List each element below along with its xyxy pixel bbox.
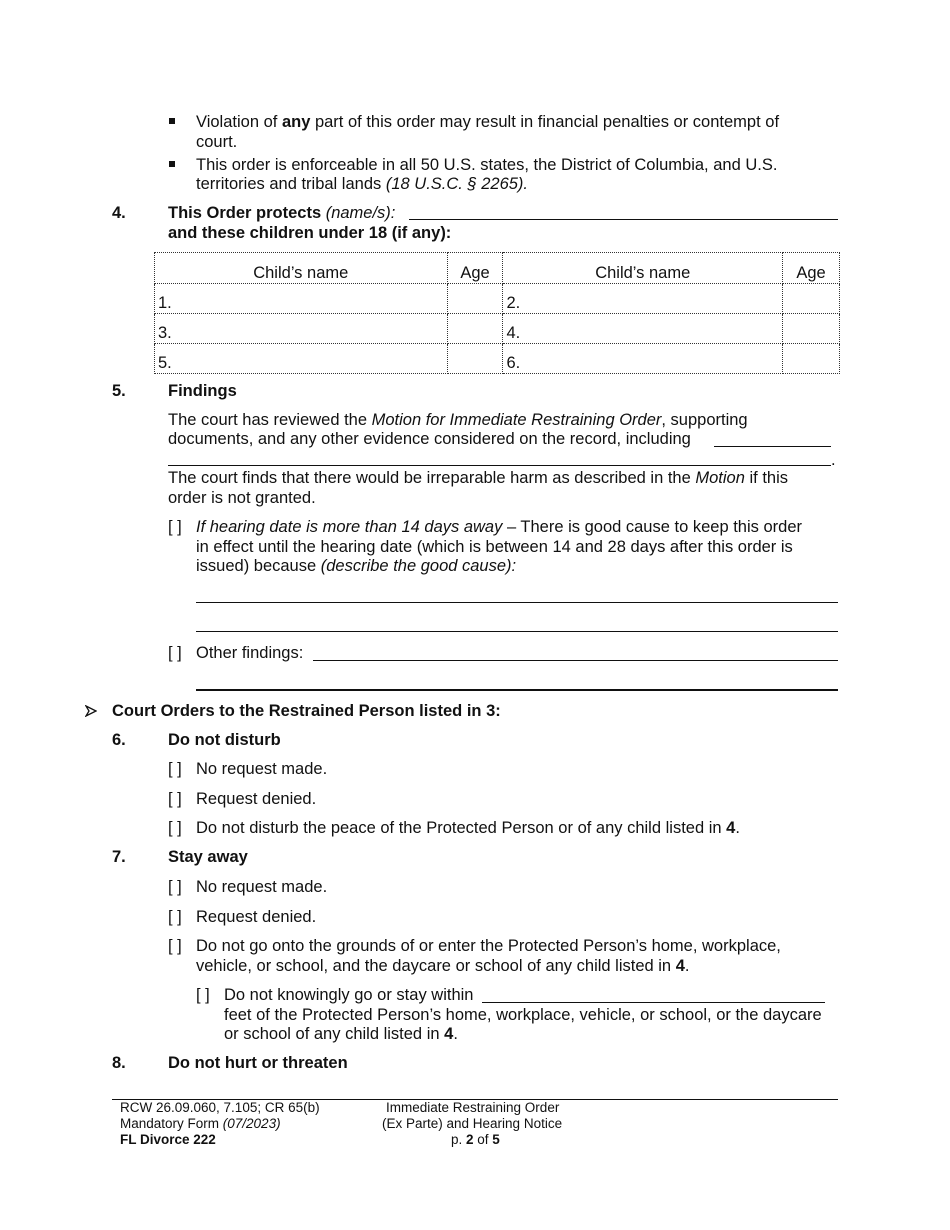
evidence-field-inline[interactable] xyxy=(714,446,831,447)
child-name-cell[interactable]: 4. xyxy=(503,314,783,344)
option-text: . xyxy=(453,1025,458,1043)
other-findings-label: Other findings: xyxy=(196,644,304,662)
good-cause-text: issued) because xyxy=(196,557,321,575)
option-do-not-disturb xyxy=(196,818,740,838)
bullet-violation xyxy=(196,112,779,132)
section-ref: 4 xyxy=(444,1025,454,1043)
table-row xyxy=(155,284,840,314)
checkbox-no-request[interactable]: [ ] xyxy=(168,760,182,778)
option-request-denied: Request denied. xyxy=(196,790,317,808)
motion-title: Motion for Immediate Restraining Order xyxy=(371,411,662,429)
option-no-request: No request made. xyxy=(196,760,328,778)
option-stay-away-line2 xyxy=(196,956,689,976)
bullet-marker xyxy=(169,161,175,167)
bullet-emphasis: any xyxy=(281,113,311,131)
bullet-text: Violation of xyxy=(196,113,282,131)
good-cause-text: – There is good cause to keep this order xyxy=(502,518,802,536)
header-child-name: Child’s name xyxy=(503,253,783,284)
statute-citation: (18 U.S.C. § 2265). xyxy=(385,175,528,193)
footer-date: (07/2023) xyxy=(222,1116,281,1131)
footer-statute: RCW 26.09.060, 7.105; CR 65(b) xyxy=(120,1100,320,1115)
section-4-number: 4. xyxy=(112,204,126,222)
findings-paragraph-line3 xyxy=(168,468,788,488)
good-cause-field-1[interactable] xyxy=(196,602,838,603)
good-cause-field-2[interactable] xyxy=(196,631,838,632)
protected-names-field[interactable] xyxy=(409,219,838,220)
option-no-request: No request made. xyxy=(196,878,328,896)
footer-text: Mandatory Form xyxy=(120,1116,223,1131)
total-pages: 5 xyxy=(492,1132,500,1147)
section-6-number: 6. xyxy=(112,731,126,749)
checkbox-stay-away[interactable]: [ ] xyxy=(168,937,182,955)
bullet-text: part of this order may result in financial penalties or contempt of xyxy=(310,113,780,131)
bullet-enforceable: This order is enforceable in all 50 U.S. states, the District of Columbia, and U.S. xyxy=(196,156,778,174)
checkbox-distance[interactable]: [ ] xyxy=(196,986,210,1004)
child-age-cell[interactable] xyxy=(783,284,840,314)
bullet-marker xyxy=(169,118,175,124)
bullet-violation-line2: court. xyxy=(196,133,238,151)
child-age-cell[interactable] xyxy=(783,314,840,344)
distance-line1: Do not knowingly go or stay within xyxy=(224,986,474,1004)
child-name-cell[interactable]: 2. xyxy=(503,284,783,314)
evidence-field-line[interactable] xyxy=(168,465,831,466)
section-title: This Order protects xyxy=(168,204,322,222)
motion-ref: Motion xyxy=(695,469,745,487)
option-text: . xyxy=(684,957,690,975)
child-age-cell[interactable] xyxy=(447,314,503,344)
child-age-cell[interactable] xyxy=(447,344,503,374)
option-stay-away-line1: Do not go onto the grounds of or enter the Protected Person’s home, workplace, xyxy=(196,937,781,955)
child-name-cell[interactable]: 6. xyxy=(503,344,783,374)
section-7-number: 7. xyxy=(112,848,126,866)
other-findings-field-1[interactable] xyxy=(313,660,838,661)
good-cause-line2: in effect until the hearing date (which is between 14 and 28 days after this order is xyxy=(196,538,793,556)
evidence-field-period: . xyxy=(831,451,836,469)
option-request-denied: Request denied. xyxy=(196,908,317,926)
good-cause-condition: If hearing date is more than 14 days away xyxy=(196,518,503,536)
findings-paragraph-line2: documents, and any other evidence considered on the record, including xyxy=(168,430,691,448)
section-ref: 4 xyxy=(675,957,685,975)
orders-heading: Court Orders to the Restrained Person listed in 3: xyxy=(112,702,501,720)
child-age-cell[interactable] xyxy=(447,284,503,314)
findings-text: if this xyxy=(744,469,789,487)
section-6-title: Do not disturb xyxy=(168,731,281,749)
other-findings-field-2[interactable] xyxy=(196,689,838,691)
footer-text: of xyxy=(473,1132,493,1147)
child-name-cell[interactable]: 5. xyxy=(155,344,448,374)
findings-text: The court finds that there would be irreparable harm as described in the xyxy=(168,469,696,487)
table-header-row xyxy=(155,253,840,284)
child-name-cell[interactable]: 3. xyxy=(155,314,448,344)
section-5-number: 5. xyxy=(112,382,126,400)
footer-text: p. xyxy=(451,1132,467,1147)
names-hint: (name/s): xyxy=(321,204,396,222)
findings-text: , supporting xyxy=(661,411,748,429)
distance-line3 xyxy=(224,1024,458,1044)
option-text: Do not disturb the peace of the Protected Person or of any child listed in xyxy=(196,819,727,837)
good-cause-hint: (describe the good cause): xyxy=(320,557,517,575)
checkbox-no-request[interactable]: [ ] xyxy=(168,878,182,896)
section-5-title: Findings xyxy=(168,382,237,400)
checkbox-request-denied[interactable]: [ ] xyxy=(168,908,182,926)
footer-page-number xyxy=(451,1132,500,1148)
checkbox-request-denied[interactable]: [ ] xyxy=(168,790,182,808)
header-age: Age xyxy=(783,253,840,284)
table-row xyxy=(155,314,840,344)
checkbox-do-not-disturb[interactable]: [ ] xyxy=(168,819,182,837)
section-7-title: Stay away xyxy=(168,848,248,866)
good-cause-line3 xyxy=(196,556,516,576)
checkbox-good-cause[interactable]: [ ] xyxy=(168,518,182,536)
section-ref: 4 xyxy=(726,819,736,837)
child-name-cell[interactable]: 1. xyxy=(155,284,448,314)
findings-paragraph-line4: order is not granted. xyxy=(168,489,316,507)
footer-form-version xyxy=(120,1116,281,1132)
footer-form-id: FL Divorce 222 xyxy=(120,1132,216,1147)
table-row xyxy=(155,344,840,374)
children-line: and these children under 18 (if any): xyxy=(168,224,452,242)
current-page: 2 xyxy=(466,1132,474,1147)
section-4-title xyxy=(168,203,395,223)
footer-doc-subtitle: (Ex Parte) and Hearing Notice xyxy=(382,1116,563,1131)
checkbox-other-findings[interactable]: [ ] xyxy=(168,644,182,662)
arrow-bullet-icon xyxy=(85,705,97,717)
children-table xyxy=(154,252,840,374)
option-text: or school of any child listed in xyxy=(224,1025,445,1043)
section-8-title: Do not hurt or threaten xyxy=(168,1054,348,1072)
section-8-number: 8. xyxy=(112,1054,126,1072)
child-age-cell[interactable] xyxy=(783,344,840,374)
header-age: Age xyxy=(447,253,503,284)
findings-text: The court has reviewed the xyxy=(168,411,372,429)
footer-doc-title: Immediate Restraining Order xyxy=(386,1100,560,1115)
distance-feet-field[interactable] xyxy=(482,1002,825,1003)
findings-paragraph-line1 xyxy=(168,410,748,430)
bullet-enforceable-line2 xyxy=(196,174,528,194)
good-cause-line1 xyxy=(196,517,802,537)
bullet-text: territories and tribal lands xyxy=(196,175,386,193)
distance-line2: feet of the Protected Person’s home, workplace, vehicle, or school, or the daycare xyxy=(224,1006,822,1024)
option-text: vehicle, or school, and the daycare or school of any child listed in xyxy=(196,957,676,975)
header-child-name: Child’s name xyxy=(155,253,448,284)
option-text: . xyxy=(735,819,740,837)
